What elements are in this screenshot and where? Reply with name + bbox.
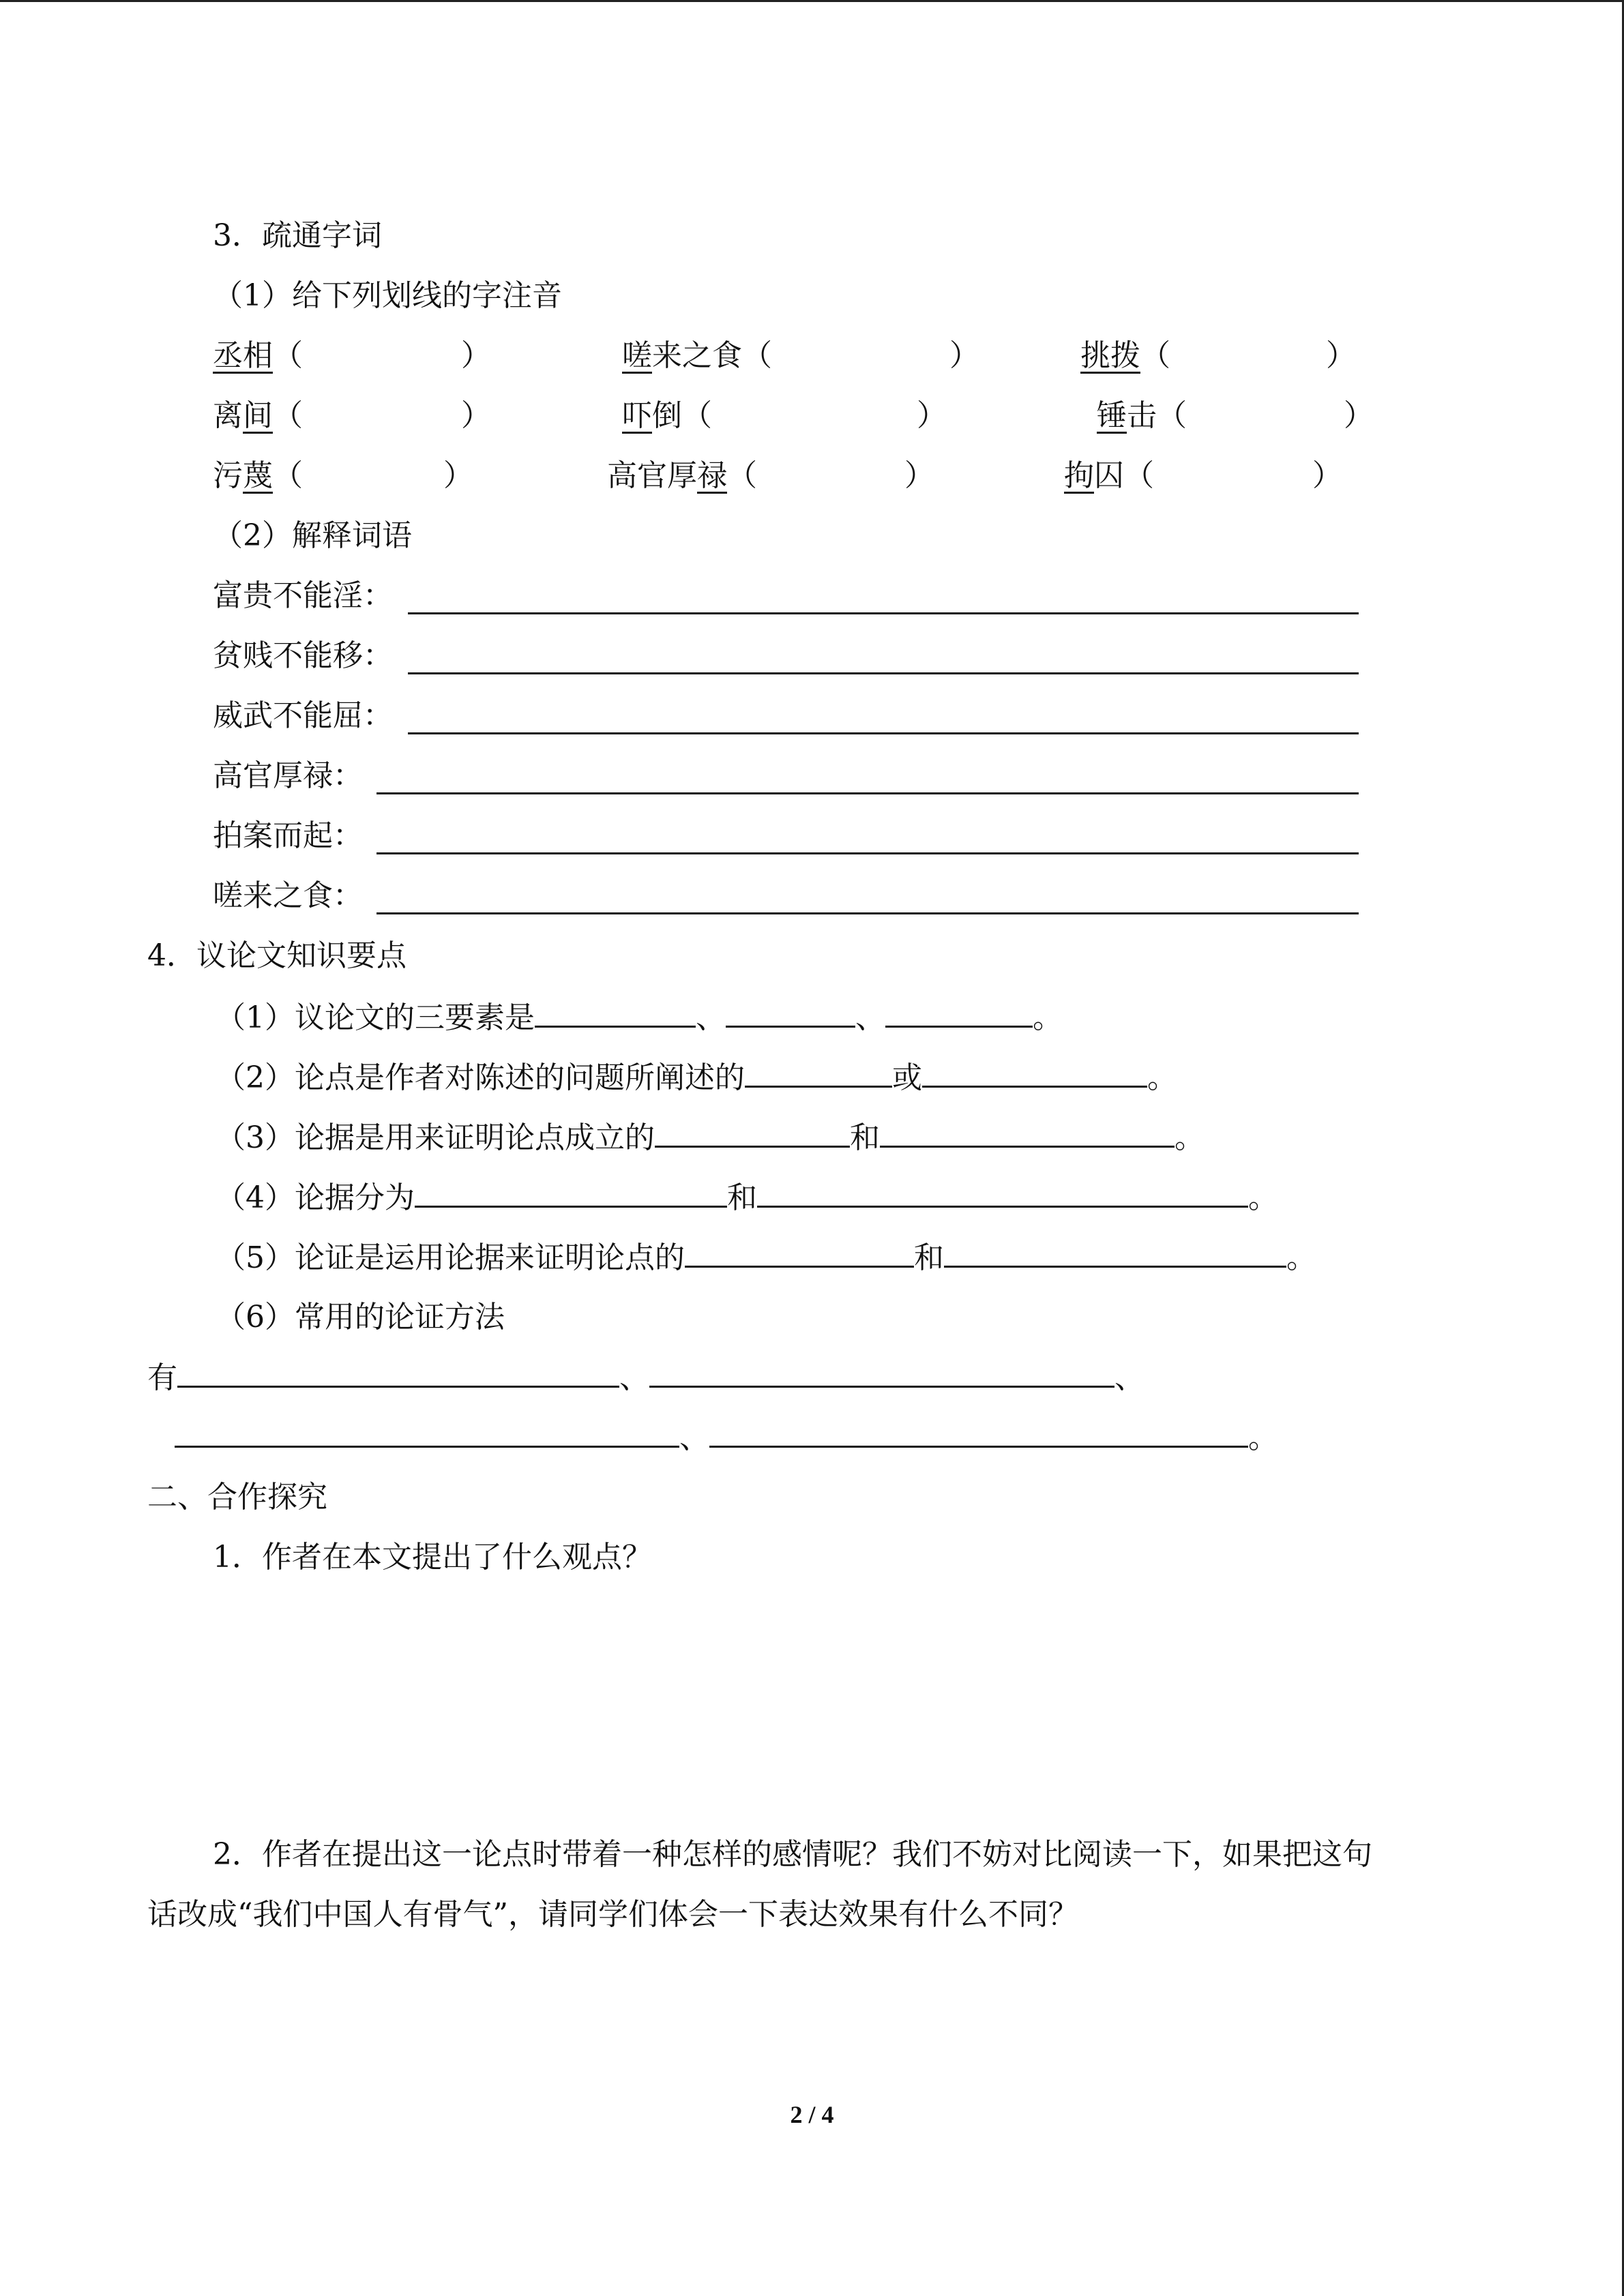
answer-line[interactable] [408,612,1359,614]
pinyin-item: 挑拨（ [1080,338,1170,373]
fill-blank[interactable] [757,1178,1248,1208]
pinyin-close: ） [917,398,947,433]
fill-blank[interactable] [685,1238,914,1268]
pinyin-close: ） [461,338,491,373]
term-label: 富贵不能淫： [213,578,393,613]
term-label: 高官厚禄： [213,758,363,793]
underlined-char: 蔑 [243,458,273,493]
fill-blank[interactable] [535,998,696,1028]
fill-blank[interactable] [944,1238,1286,1268]
question-1: 1．作者在本文提出了什么观点？ [213,1540,652,1575]
pinyin-close: ） [904,458,934,493]
pinyin-close: ） [1312,458,1342,493]
pinyin-close: ） [949,338,979,373]
answer-line[interactable] [377,912,1359,914]
fill-blank[interactable] [415,1178,727,1208]
fill-blank[interactable] [880,1118,1175,1148]
pinyin-item: 锤击（ [1097,398,1187,433]
term-label: 威武不能屈： [213,698,393,733]
section3-title: 3．疏通字词 [213,218,382,253]
underlined-char: 禄 [697,458,727,493]
section3-q1: （1）给下列划线的字注音 [213,278,562,313]
fill-blank[interactable] [649,1358,1114,1388]
knowledge-item: （4）论据分为 和 。 [216,1178,1278,1217]
answer-line[interactable] [377,792,1359,794]
pinyin-item: 离间（ [213,398,303,433]
term-label: 贫贱不能移： [213,638,393,673]
pinyin-item: 污蔑（ [213,458,303,493]
knowledge-item: （6）常用的论证方法 [216,1300,505,1335]
fill-blank[interactable] [177,1358,619,1388]
knowledge-item: （5）论证是运用论据来证明论点的 和 。 [216,1238,1316,1277]
knowledge-item: （1）议论文的三要素是 、 、 。 [216,998,1063,1037]
question-2-line2: 话改成“我们中国人有骨气”，请同学们体会一下表达效果有什么不同？ [147,1897,1078,1932]
pinyin-item: 吓倒（ [622,398,712,433]
pinyin-item: 拘囚（ [1064,458,1154,493]
underlined-char: 挑拨 [1080,338,1140,373]
pinyin-item: 高官厚禄（ [607,458,757,493]
page-number: 2 / 4 [790,2101,834,2128]
pinyin-close: ） [1344,398,1374,433]
fill-blank[interactable] [745,1058,892,1088]
section-two-title: 二、合作探究 [147,1480,327,1515]
pinyin-close: ） [461,398,491,433]
answer-line[interactable] [377,852,1359,854]
knowledge-item: （2）论点是作者对陈述的问题所阐述的 或 。 [216,1058,1177,1097]
knowledge-item: （3）论据是用来证明论点成立的 和 。 [216,1118,1205,1157]
pinyin-item: 嗟来之食（ [622,338,772,373]
fill-blank[interactable] [655,1118,850,1148]
question-2-line1: 2．作者在提出这一论点时带着一种怎样的感情呢？我们不妨对比阅读一下，如果把这句 [213,1837,1372,1872]
underlined-char: 锤 [1097,398,1127,433]
pinyin-close: ） [1326,338,1356,373]
pinyin-close: ） [443,458,473,493]
underlined-char: 间 [243,398,273,433]
underlined-char: 吓 [622,398,652,433]
section3-q2: （2）解释词语 [213,518,412,553]
methods-line: 、 。 [175,1418,1278,1457]
underlined-char: 嗟 [622,338,652,373]
pinyin-item: 丞相（ [213,338,303,373]
underlined-char: 丞相 [213,338,273,373]
answer-line[interactable] [408,672,1359,674]
term-label: 嗟来之食： [213,878,363,913]
fill-blank[interactable] [922,1058,1147,1088]
fill-blank[interactable] [885,998,1033,1028]
page-top-border [0,0,1624,2]
section4-title: 4．议论文知识要点 [147,938,407,973]
fill-blank[interactable] [726,998,855,1028]
fill-blank[interactable] [709,1418,1248,1448]
term-label: 拍案而起： [213,818,363,853]
underlined-char: 拘 [1064,458,1094,493]
methods-line: 有 、 、 [147,1358,1145,1397]
fill-blank[interactable] [175,1418,679,1448]
answer-line[interactable] [408,732,1359,734]
